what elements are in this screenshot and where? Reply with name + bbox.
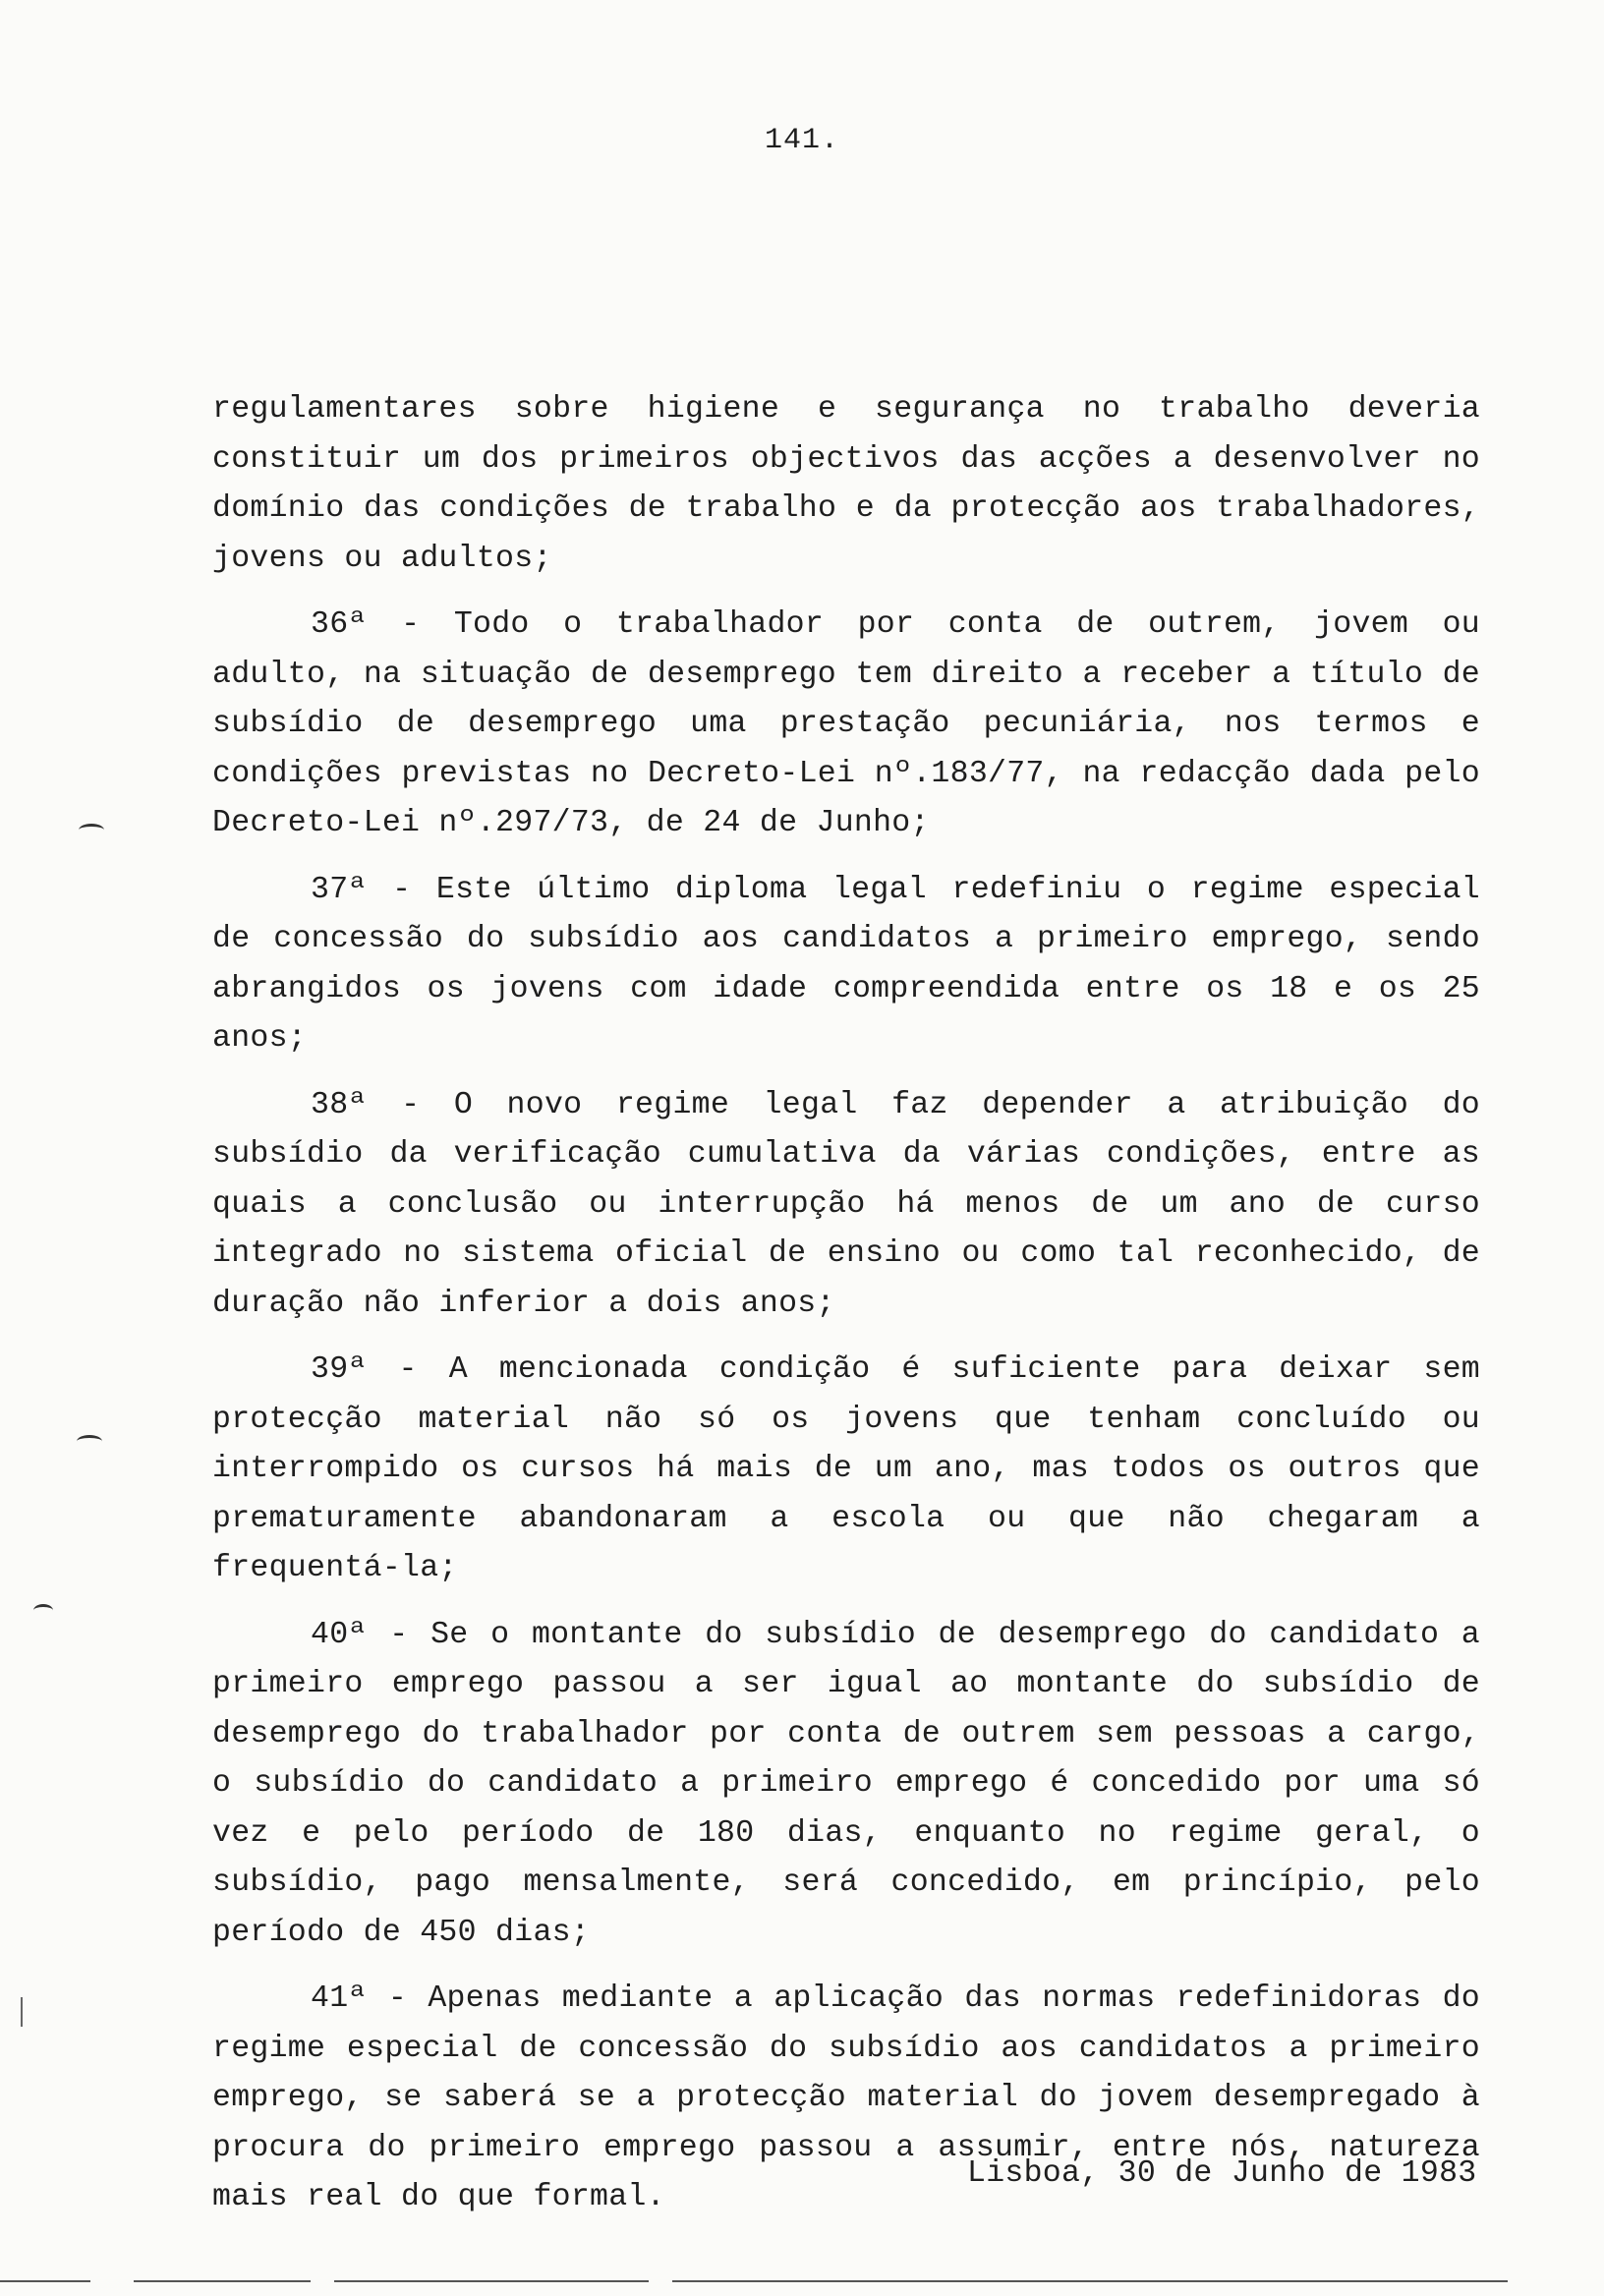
paragraph-40: 40ª - Se o montante do subsídio de desemprego do candidato a primeiro emprego passou a ser igual ao montante do subsídio de desemprego do trabalhador por conta de outrem sem pessoas a cargo, o subsídio do candidato a primeiro emprego é concedido por uma só vez e pelo período de 180 dias, enquanto no regime geral, o subsídio, pago mensalmente, será concedido, em princípio, pelo período de 450 dias; <box>212 1617 1480 1950</box>
paragraph-text: Este último diploma legal redefiniu o regime especial de concessão do subsídio aos candidatos a primeiro emprego, sendo abrangidos os jovens com idade compreendida entre os 18 e os 25 anos; <box>212 872 1480 1056</box>
paragraph-text: O novo regime legal faz depender a atribuição do subsídio da verificação cumulativa da várias condições, entre as quais a conclusão ou interrupção há menos de um ano de curso integrado no sistema oficial de ensino ou como tal reconhecido, de duração não inferior a dois anos; <box>212 1087 1481 1321</box>
paragraph-41: 41ª - Apenas mediante a aplicação das normas redefinidoras do regime especial de concessão do subsídio aos candidatos a primeiro emprego, se saberá se a protecção material do jovem desempregado à procura do primeiro emprego passou a assumir, entre nós, natureza mais real do que formal. <box>212 1981 1481 2214</box>
paragraph-label: 37ª <box>311 872 368 907</box>
document-body <box>212 385 1480 2240</box>
paragraph-label: 36ª <box>311 607 368 642</box>
margin-mark <box>79 824 104 836</box>
paragraph-text: Apenas mediante a aplicação das normas redefinidoras do regime especial de concessão do subsídio aos candidatos a primeiro emprego, se saberá se a protecção material do jovem desempregado à procura do primeiro emprego passou a assumir, entre nós, natureza mais real do que formal. <box>212 1981 1481 2214</box>
bottom-rule <box>672 2280 1508 2282</box>
paragraph-label: 40ª <box>311 1617 368 1652</box>
paragraph-text: Se o montante do subsídio de desemprego do candidato a primeiro emprego passou a ser igual ao montante do subsídio de desemprego do trabalhador por conta de outrem sem pessoas a cargo, o subsídio do candidato a primeiro emprego é concedido por uma só vez e pelo período de 180 dias, enquanto no regime geral, o subsídio, pago mensalmente, será concedido, em princípio, pelo período de 450 dias; <box>212 1617 1480 1950</box>
paragraph-label: 41ª <box>311 1981 368 2016</box>
paragraph-36: 36ª - Todo o trabalhador por conta de outrem, jovem ou adulto, na situação de desemprego tem direito a receber a título de subsídio de desemprego uma prestação pecuniária, nos termos e condições previstas no Decreto-Lei nº.183/77, na redacção dada pelo Decreto-Lei nº.297/73, de 24 de Junho; <box>212 607 1481 840</box>
paragraph-37: 37ª - Este último diploma legal redefiniu o regime especial de concessão do subsídio aos candidatos a primeiro emprego, sendo abrangidos os jovens com idade compreendida entre os 18 e os 25 anos; <box>212 872 1480 1056</box>
page-number: 141. <box>764 124 839 157</box>
paragraph-label: 38ª <box>311 1087 368 1122</box>
bottom-rule <box>134 2280 311 2282</box>
paragraph-text: A mencionada condição é suficiente para deixar sem protecção material não só os jovens que tenham concluído ou interrompido os cursos há mais de um ano, mas todos os outros que prematuramente abandonaram a escola ou que não chegaram a frequentá-la; <box>212 1352 1481 1585</box>
paragraph-text: Todo o trabalhador por conta de outrem, jovem ou adulto, na situação de desemprego tem direito a receber a título de subsídio de desemprego uma prestação pecuniária, nos termos e condições previstas no Decreto-Lei nº.183/77, na redacção dada pelo Decreto-Lei nº.297/73, de 24 de Junho; <box>212 607 1481 840</box>
bottom-rule <box>0 2280 90 2282</box>
margin-tick <box>21 1997 23 2027</box>
bottom-rule <box>334 2280 649 2282</box>
paragraph-39: 39ª - A mencionada condição é suficiente para deixar sem protecção material não só os jovens que tenham concluído ou interrompido os cursos há mais de um ano, mas todos os outros que prematuramente abandonaram a escola ou que não chegaram a frequentá-la; <box>212 1352 1481 1585</box>
paragraph-continuation <box>212 385 1480 584</box>
place-date-signoff: Lisboa, 30 de Junho de 1983 <box>967 2156 1477 2191</box>
margin-mark <box>33 1604 53 1617</box>
paragraph-label: 39ª <box>311 1352 368 1387</box>
margin-mark <box>77 1435 102 1448</box>
paragraph-38: 38ª - O novo regime legal faz depender a atribuição do subsídio da verificação cumulativa da várias condições, entre as quais a conclusão ou interrupção há menos de um ano de curso integrado no sistema oficial de ensino ou como tal reconhecido, de duração não inferior a dois anos; <box>212 1087 1481 1321</box>
paragraph-text: regulamentares sobre higiene e segurança no trabalho deveria constituir um dos primeiros objectivos das acções a desenvolver no domínio das condições de trabalho e da protecção aos trabalhadores, jovens ou adultos; <box>212 392 1480 576</box>
